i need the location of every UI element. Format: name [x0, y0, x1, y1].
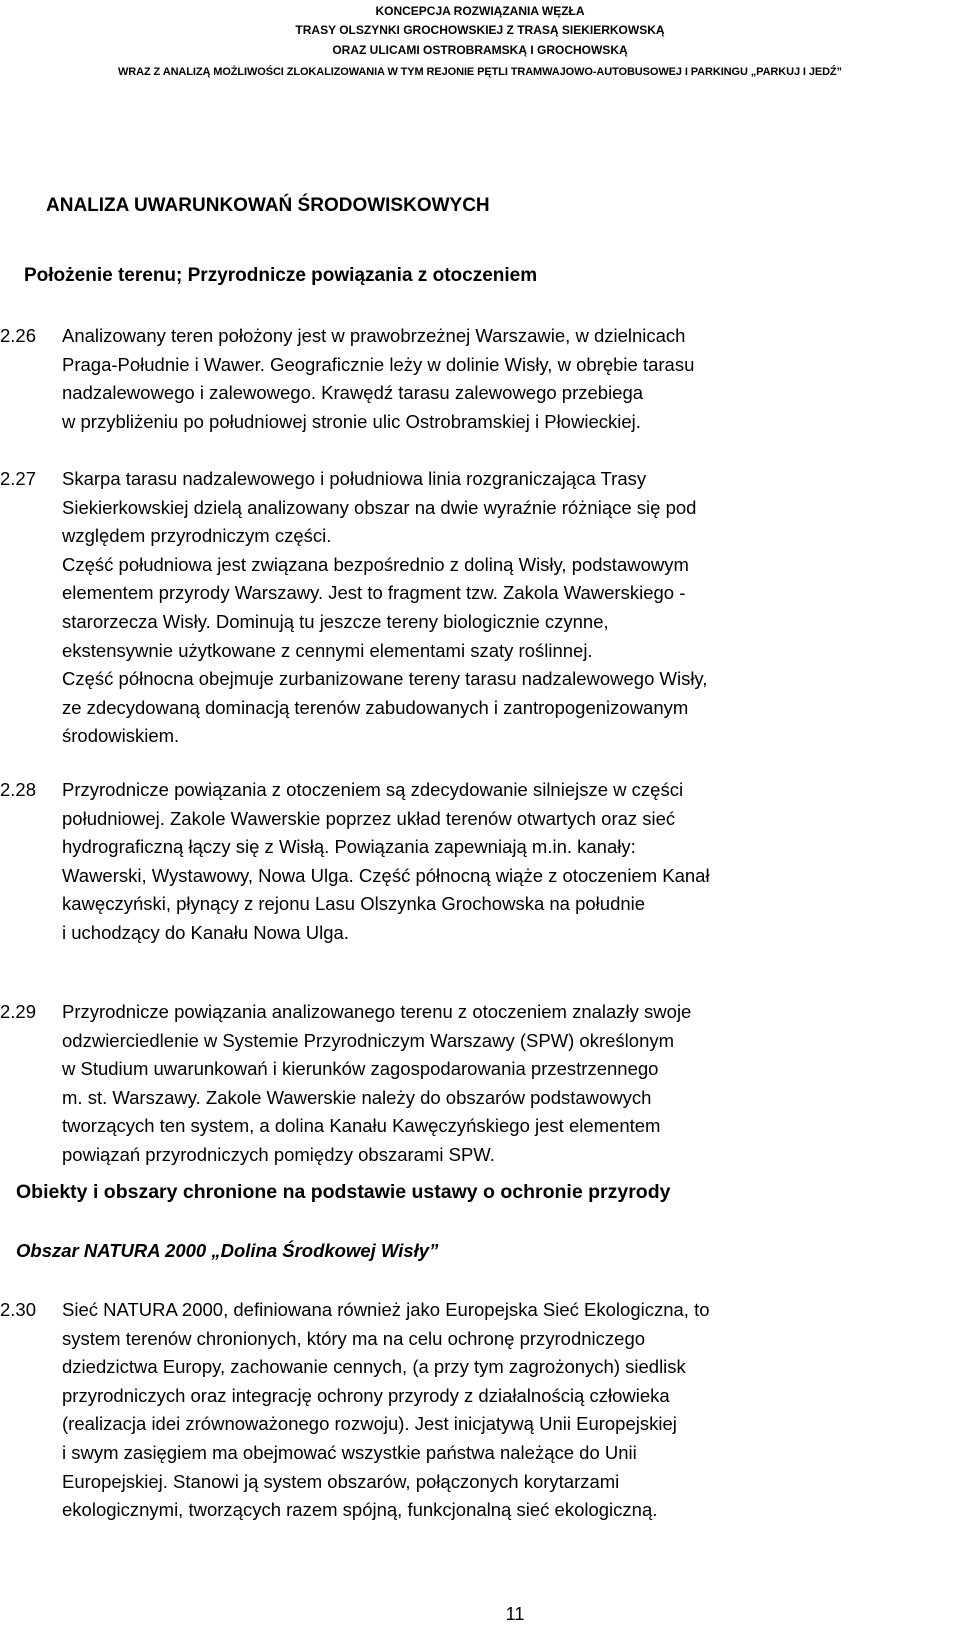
protected-areas-heading: Obiekty i obszary chronione na podstawie ustawy o ochronie przyrody [16, 1181, 671, 1203]
header-line-2: TRASY OLSZYNKI GROCHOWSKIEJ Z TRASĄ SIEKIERKOWSKĄ [295, 23, 665, 37]
text-line: względem przyrodniczym części. [62, 525, 332, 547]
paragraph-text [62, 998, 958, 1170]
text-line: nadzalewowego i zalewowego. Krawędź tarasu zalewowego przebiega [62, 382, 644, 404]
text-line: ze zdecydowaną dominacją terenów zabudowanych i zantropogenizowanym [62, 696, 689, 718]
paragraph-number: 2.29 [0, 1001, 37, 1022]
text-line: Europejskiej. Stanowi ją system obszarów, połączonych korytarzami [62, 1470, 620, 1492]
text-line: Siekierkowskiej dzielą analizowany obszar na dwie wyraźnie różniące się pod [62, 496, 697, 518]
text-line: Część północna obejmuje zurbanizowane tereny tarasu nadzalewowego Wisły, [62, 668, 708, 690]
text-line: Przyrodnicze powiązania analizowanego terenu z otoczeniem znalazły swoje [62, 1001, 692, 1022]
paragraph-text [62, 465, 958, 751]
text-line: m. st. Warszawy. Zakole Wawerskie należy do obszarów podstawowych [62, 1086, 652, 1108]
text-line: i uchodzący do Kanału Nowa Ulga. [62, 921, 349, 943]
text-line: Praga-Południe i Wawer. Geograficznie leży w dolinie Wisły, w obrębie tarasu [62, 353, 695, 375]
text-line: w Studium uwarunkowań i kierunków zagospodarowania przestrzennego [62, 1058, 659, 1080]
text-line: (realizacja idei zrównoważonego rozwoju). Jest inicjatywą Unii Europejskiej [62, 1413, 677, 1435]
text-line: powiązań przyrodniczych pomiędzy obszarami SPW. [62, 1143, 495, 1165]
paragraph-number: 2.28 [0, 779, 37, 800]
paragraph-text [62, 1296, 958, 1525]
section-title: ANALIZA UWARUNKOWAŃ ŚRODOWISKOWYCH [46, 195, 490, 216]
text-line: system terenów chronionych, który ma na celu ochronę przyrodniczego [62, 1327, 646, 1349]
text-line: kawęczyński, płynący z rejonu Lasu Olszynka Grochowska na południe [62, 893, 646, 915]
text-line: Wawerski, Wystawowy, Nowa Ulga. Część północną wiąże z otoczeniem Kanał [62, 864, 710, 886]
header-line-3: ORAZ ULICAMI OSTROBRAMSKĄ I GROCHOWSKĄ [332, 43, 628, 57]
text-line: Część południowa jest związana bezpośrednio z doliną Wisły, podstawowym [62, 553, 689, 575]
text-line: hydrograficzną łączy się z Wisłą. Powiązania zapewniają m.in. kanały: [62, 836, 636, 858]
header-line-4: WRAZ Z ANALIZĄ MOŻLIWOŚCI ZLOKALIZOWANIA W TYM REJONIE PĘTLI TRAMWAJOWO-AUTOBUSOWEJ I PARKINGU „PARKUJ I JEDŹ” [118, 66, 842, 78]
text-line: ekstensywnie użytkowane z cennymi elementami szaty roślinnej. [62, 639, 593, 661]
text-line: przyrodniczych oraz integrację ochrony przyrody z działalnością człowieka [62, 1384, 670, 1406]
paragraph-number: 2.26 [0, 325, 37, 346]
natura-heading: Obszar NATURA 2000 „Dolina Środkowej Wisły” [16, 1240, 439, 1261]
text-line: elementem przyrody Warszawy. Jest to fragment tzw. Zakola Wawerskiego - [62, 582, 686, 604]
paragraph-text [62, 322, 958, 436]
text-line: tworzących ten system, a dolina Kanału Kawęczyńskiego jest elementem [62, 1115, 661, 1137]
text-line: Przyrodnicze powiązania z otoczeniem są zdecydowanie silniejsze w części [62, 779, 684, 800]
paragraph-text [62, 776, 958, 948]
text-line: Analizowany teren położony jest w prawobrzeżnej Warszawie, w dzielnicach [62, 325, 686, 346]
text-line: dziedzictwa Europy, zachowanie cennych, (a przy tym zagrożonych) siedlisk [62, 1356, 686, 1378]
text-line: środowiskiem. [62, 725, 180, 747]
text-line: i swym zasięgiem ma obejmować wszystkie państwa należące do Unii [62, 1441, 637, 1463]
header-line-1: KONCEPCJA ROZWIĄZANIA WĘZŁA [375, 4, 585, 18]
text-line: ekologicznymi, tworzących razem spójną, funkcjonalną sieć ekologiczną. [62, 1499, 658, 1521]
text-line: Sieć NATURA 2000, definiowana również jako Europejska Sieć Ekologiczna, to [62, 1299, 710, 1320]
text-line: w przybliżeniu po południowej stronie ulic Ostrobramskiej i Płowieckiej. [62, 410, 641, 432]
paragraph-number: 2.30 [0, 1299, 37, 1320]
subsection-title: Położenie terenu; Przyrodnicze powiązania z otoczeniem [24, 265, 538, 286]
text-line: Skarpa tarasu nadzalewowego i południowa linia rozgraniczająca Trasy [62, 468, 647, 489]
text-line: starorzecza Wisły. Dominują tu jeszcze tereny biologicznie czynne, [62, 610, 609, 632]
text-line: południowej. Zakole Wawerskie poprzez układ terenów otwartych oraz sieć [62, 807, 676, 829]
text-line: odzwierciedlenie w Systemie Przyrodniczym Warszawy (SPW) określonym [62, 1029, 675, 1051]
paragraph-number: 2.27 [0, 468, 37, 489]
page-number: 11 [505, 1604, 525, 1624]
